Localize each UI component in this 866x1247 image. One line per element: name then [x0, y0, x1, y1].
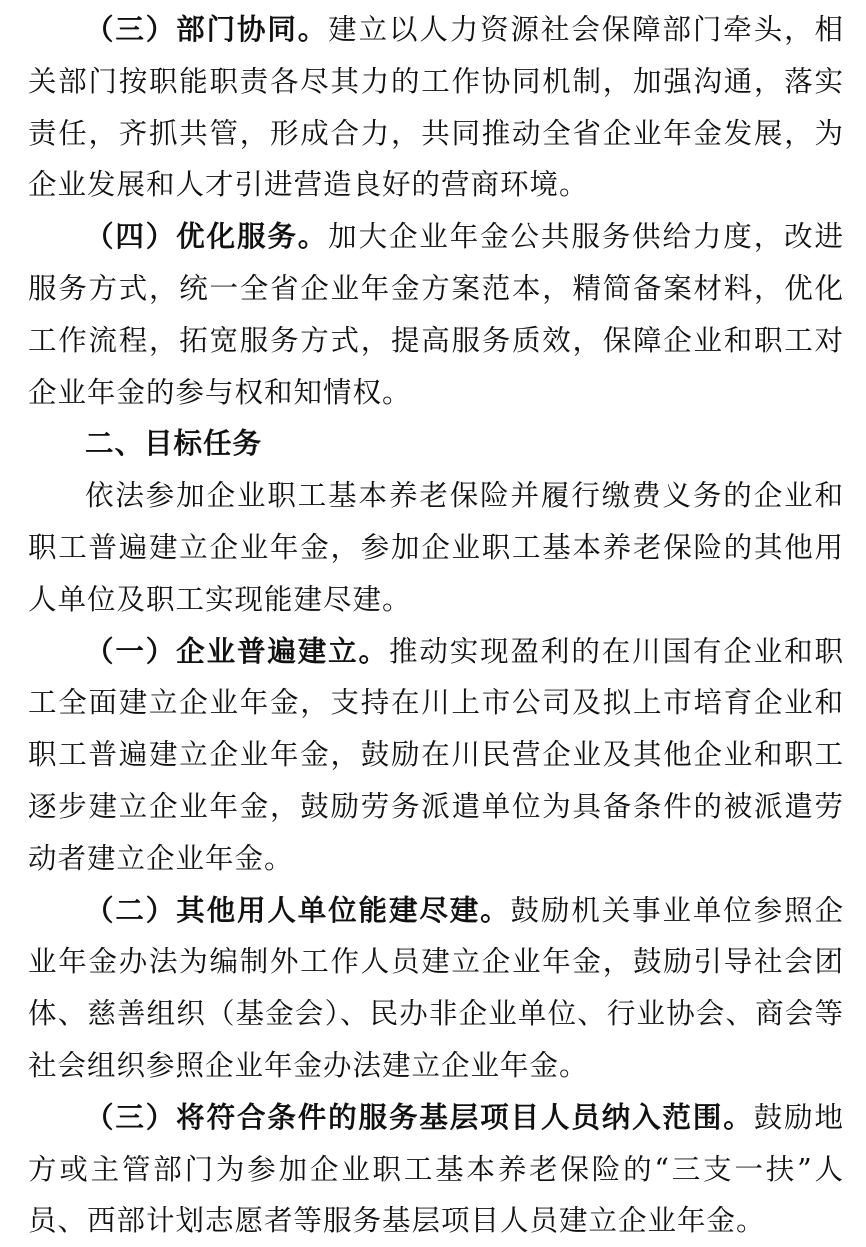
paragraph-enterprise — [28, 626, 844, 885]
paragraph-coordination — [28, 4, 844, 211]
paragraph-service — [28, 211, 844, 418]
paragraph-text: 依法参加企业职工基本养老保险并履行缴费义务的企业和职工普遍建立企业年金，参加企业职工基本养老保险的其他用人单位及职工实现能建尽建。 — [28, 479, 844, 616]
paragraph-other-units — [28, 885, 844, 1092]
paragraph-lead: （四）优化服务。 — [85, 220, 329, 254]
paragraph-grassroots — [28, 1092, 844, 1247]
paragraph-lead: （二）其他用人单位能建尽建。 — [85, 893, 511, 927]
paragraph-text: 建立以人力资源社会保障部门牵头，相关部门按职能职责各尽其力的工作协同机制，加强沟通，落实责任，齐抓共管，形成合力，共同推动全省企业年金发展，为企业发展和人才引进营造良好的营商环境。 — [28, 13, 844, 202]
paragraph-goal-intro — [28, 470, 844, 625]
paragraph-text: 鼓励地方或主管部门为参加企业职工基本养老保险的“三支一扶”人员、西部计划志愿者等服务基层项目人员建立企业年金。 — [28, 1100, 844, 1238]
paragraph-lead: （一）企业普遍建立。 — [85, 634, 389, 668]
section-heading: 二、目标任务 — [85, 427, 263, 461]
paragraph-lead: （三）部门协同。 — [85, 13, 329, 46]
paragraph-lead: （三）将符合条件的服务基层项目人员纳入范围。 — [85, 1100, 754, 1134]
paragraph-text: 加大企业年金公共服务供给力度，改进服务方式，统一全省企业年金方案范本，精简备案材料，优化工作流程，拓宽服务方式，提高服务质效，保障企业和职工对企业年金的参与权和知情权。 — [28, 220, 844, 409]
paragraph-text: 推动实现盈利的在川国有企业和职工全面建立企业年金，支持在川上市公司及拟上市培育企业和职工普遍建立企业年金，鼓励在川民营企业及其他企业和职工逐步建立企业年金，鼓励劳务派遣单位为具备条件的被派遣劳动者建立企业年金。 — [28, 634, 844, 875]
paragraph-text: 鼓励机关事业单位参照企业年金办法为编制外工作人员建立企业年金，鼓励引导社会团体、慈善组织（基金会）、民办非企业单位、行业协会、商会等社会组织参照企业年金办法建立企业年金。 — [28, 893, 844, 1082]
document-page — [28, 4, 844, 1247]
